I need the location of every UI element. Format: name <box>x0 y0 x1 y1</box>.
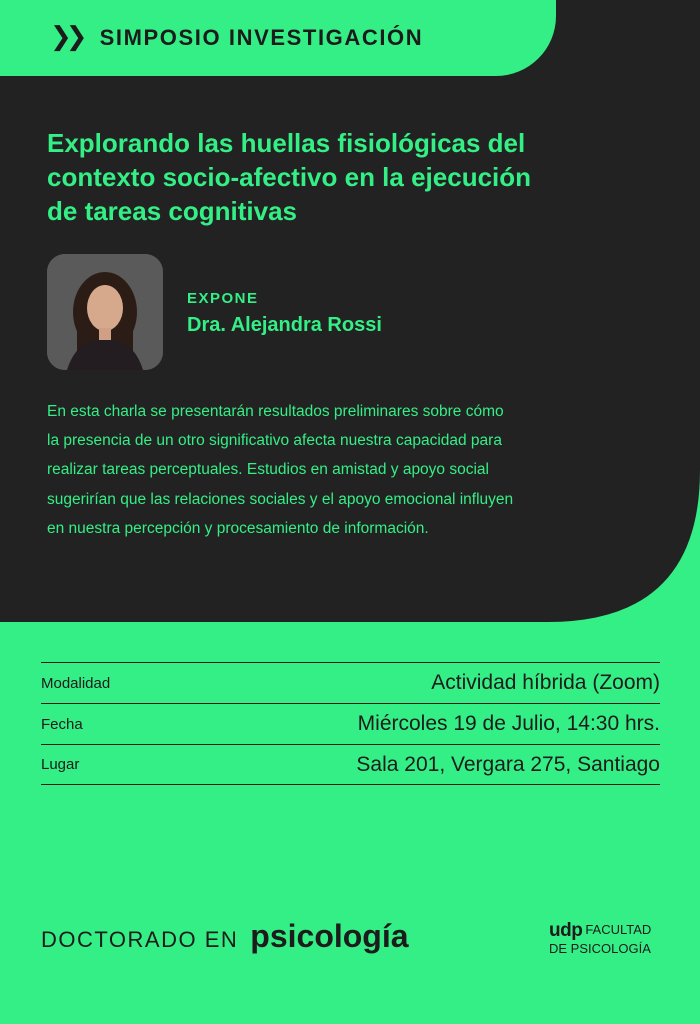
detail-value: Actividad híbrida (Zoom) <box>431 671 660 694</box>
detail-row-date <box>41 703 660 744</box>
speaker-name: Dra. Alejandra Rossi <box>187 314 382 336</box>
double-chevron-right-icon: ❯❯ <box>50 22 82 52</box>
faculty-logo-line1: FACULTAD <box>585 922 652 937</box>
detail-value: Sala 201, Vergara 275, Santiago <box>356 752 660 776</box>
program-prefix: DOCTORADO EN <box>41 927 239 952</box>
detail-label: Modalidad <box>41 674 111 692</box>
detail-value: Miércoles 19 de Julio, 14:30 hrs. <box>357 712 660 735</box>
talk-title: Explorando las huellas fisiológicas del contexto socio-afectivo en la ejecución de tareas cognitivas <box>47 128 532 226</box>
program-name: psicología <box>250 918 409 954</box>
detail-row-location <box>41 744 660 785</box>
program-logo <box>41 918 409 955</box>
detail-label: Fecha <box>41 715 83 733</box>
speaker-role-label: EXPONE <box>187 290 259 307</box>
detail-label: Lugar <box>41 756 80 773</box>
speaker-photo <box>47 254 163 370</box>
event-type-label: SIMPOSIO INVESTIGACIÓN <box>99 25 424 50</box>
detail-row-modality <box>41 662 660 703</box>
udp-logo-mark: udp <box>549 920 583 941</box>
faculty-logo-line2: DE PSICOLOGÍA <box>549 941 651 956</box>
event-type-banner <box>0 0 556 76</box>
talk-abstract: En esta charla se presentarán resultados preliminares sobre cómo la presencia de un otro significativo afecta nuestra capacidad para realizar tareas perceptuales. Estudios en amistad y apoyo social sugerirían que las relaciones sociales y el apoyo emocional influyen en nuestra percepción y procesamiento de información. <box>47 403 514 537</box>
faculty-logo <box>549 921 651 941</box>
event-details <box>41 662 660 785</box>
